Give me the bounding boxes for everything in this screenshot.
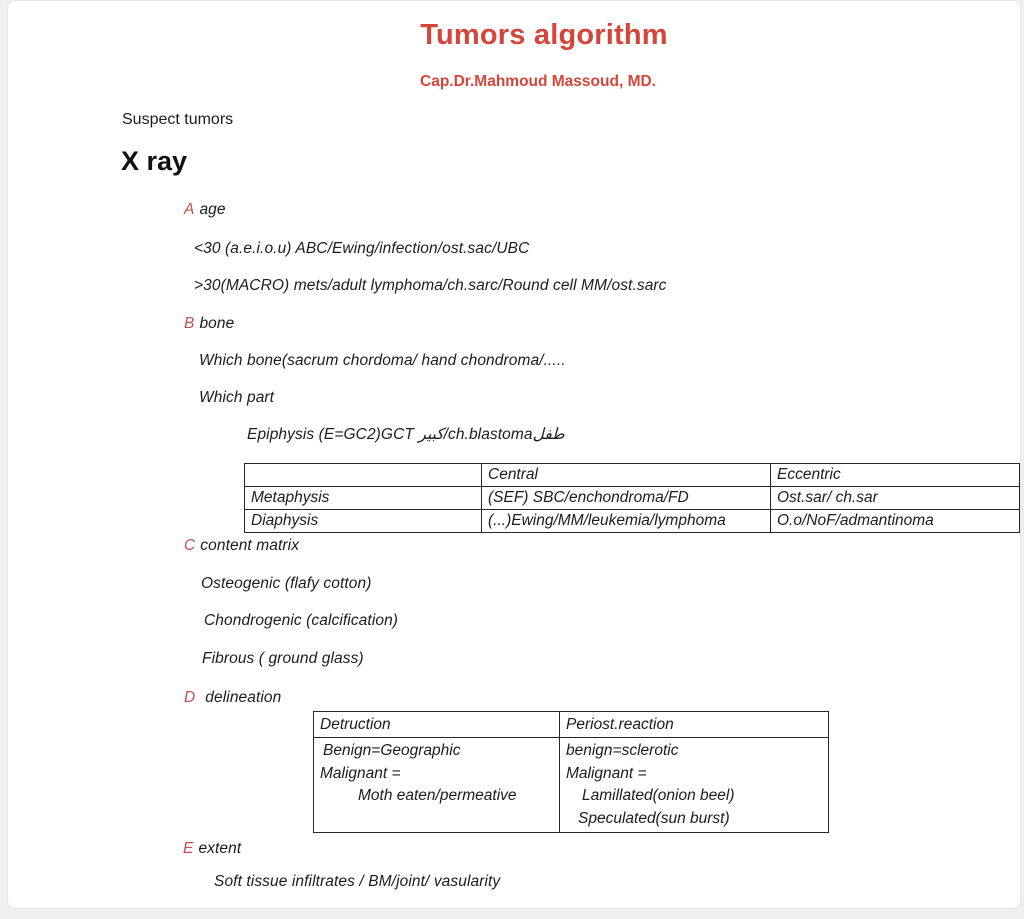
section-e-letter: E (183, 840, 194, 857)
age-over-30-line: >30(MACRO) mets/adult lymphoma/ch.sarc/Round cell MM/ost.sarc (194, 277, 667, 294)
periost-malignant-line: Malignant = (566, 764, 647, 782)
table-row (314, 738, 829, 833)
destruction-malignant-line: Malignant = (320, 764, 401, 782)
section-a-heading (184, 201, 226, 219)
cell-diaphysis-eccentric: O.o/NoF/admantinoma (771, 510, 1020, 533)
chondrogenic-line: Chondrogenic (calcification) (204, 612, 399, 629)
cell-diaphysis: Diaphysis (245, 510, 482, 533)
which-bone-line: Which bone(sacrum chordoma/ hand chondroma/..... (199, 352, 566, 369)
fibrous-line: Fibrous ( ground glass) (202, 650, 364, 667)
which-part-line: Which part (199, 389, 275, 406)
bone-location-table (244, 463, 1020, 533)
table-row (314, 712, 829, 738)
author-line: Cap.Dr.Mahmoud Massoud, MD. (420, 73, 656, 90)
section-b-label: bone (199, 315, 235, 332)
cell-diaphysis-central: (...)Ewing/MM/leukemia/lymphoma (482, 510, 771, 533)
section-e-heading (183, 840, 241, 858)
osteogenic-line: Osteogenic (flafy cotton) (201, 575, 372, 592)
periost-benign-line: benign=sclerotic (566, 742, 679, 759)
section-d-letter: D (184, 689, 196, 706)
header-cell-destruction: Detruction (314, 712, 560, 738)
page-title: Tumors algorithm (420, 19, 668, 51)
table-row (245, 487, 1020, 510)
header-cell-central: Central (482, 464, 771, 487)
xray-heading: X ray (121, 146, 188, 176)
section-c-letter: C (184, 537, 196, 554)
cell-metaphysis: Metaphysis (245, 487, 482, 510)
cell-destruction-body (314, 738, 560, 833)
section-a-letter: A (184, 201, 195, 218)
table-row (245, 464, 1020, 487)
section-b-letter: B (184, 315, 195, 332)
soft-tissue-line: Soft tissue infiltrates / BM/joint/ vasularity (214, 873, 501, 890)
header-cell-empty (245, 464, 482, 487)
periost-speculated-line: Speculated(sun burst) (578, 809, 730, 827)
destruction-benign-line: Benign=Geographic (323, 742, 461, 759)
epiphysis-line: Epiphysis (E=GC2)GCT كبير/ch.blastomaطفل (247, 426, 565, 443)
section-c-label: content matrix (200, 537, 300, 554)
header-cell-periost-reaction: Periost.reaction (560, 712, 829, 738)
section-d-label: delineation (205, 689, 282, 706)
intro-text: Suspect tumors (122, 111, 234, 128)
section-d-heading (184, 689, 281, 707)
table-row (245, 510, 1020, 533)
cell-metaphysis-eccentric: Ost.sar/ ch.sar (771, 487, 1020, 510)
cell-periost-body (560, 738, 829, 833)
section-e-label: extent (198, 840, 242, 857)
age-under-30-line: <30 (a.e.i.o.u) ABC/Ewing/infection/ost.sac/UBC (194, 240, 530, 257)
header-cell-eccentric: Eccentric (771, 464, 1020, 487)
delineation-table (313, 711, 829, 833)
destruction-moth-eaten-line: Moth eaten/permeative (358, 787, 517, 804)
periost-lamillated-line: Lamillated(onion beel) (582, 787, 735, 804)
section-a-label: age (199, 201, 226, 218)
section-b-heading (184, 315, 234, 333)
section-c-heading (184, 537, 299, 555)
cell-metaphysis-central: (SEF) SBC/enchondroma/FD (482, 487, 771, 510)
document-page (7, 0, 1021, 909)
